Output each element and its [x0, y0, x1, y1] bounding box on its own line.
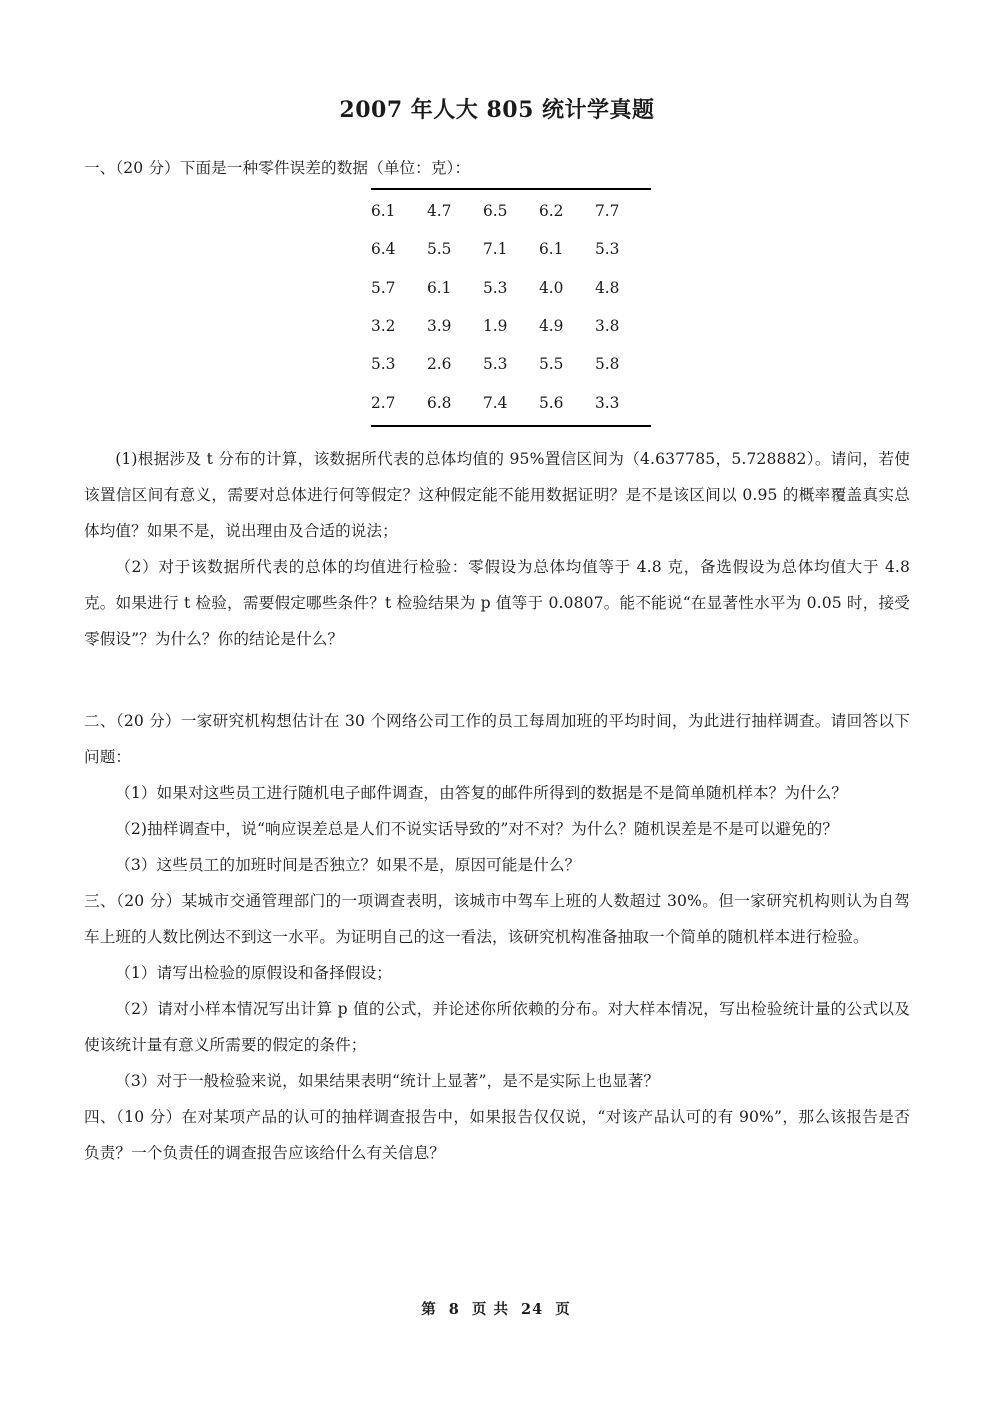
footer-middle: 页 共: [471, 1301, 509, 1318]
data-cell: 3.3: [595, 393, 620, 412]
section-one-question-2: （2）对于该数据所代表的总体的均值进行检验：零假设为总体均值等于 4.8 克，备选假设为总体均值大于 4.8 克。如果进行 t 检验，需要假定哪些条件？t 检验结果为 p 值等于 0.0807。能不能说“在显著性水平为 0.05 时，接受零假设”？为什么？你的结论是什么？: [84, 558, 910, 649]
footer-total-pages: 24: [521, 1301, 544, 1318]
data-cell: 4.0: [539, 278, 564, 297]
section-two-question-1: （1）如果对这些员工进行随机电子邮件调查，由答复的邮件所得到的数据是不是简单随机样本？为什么？: [115, 784, 848, 803]
data-cell: 5.5: [539, 355, 564, 374]
spacer: [84, 657, 910, 703]
data-cell: 5.6: [539, 393, 564, 412]
page-content: [84, 0, 910, 1171]
table-row: [371, 270, 651, 308]
footer-prefix: 第: [421, 1301, 437, 1318]
section-three-question-2: （2）请对小样本情况写出计算 p 值的公式，并论述你所依赖的分布。对大样本情况，写出检验统计量的公式以及使该统计量有意义所需要的假定的条件；: [84, 1000, 910, 1055]
data-cell: 2.7: [371, 393, 396, 412]
section-three-question-3: （3）对于一般检验来说，如果结果表明“统计上显著”，是不是实际上也显著？: [115, 1072, 660, 1091]
measurement-data-block: [84, 188, 910, 427]
data-cell: 6.1: [427, 278, 452, 297]
measurement-data-table: [371, 188, 651, 427]
data-cell: 6.1: [539, 240, 564, 259]
data-cell: 5.3: [371, 355, 396, 374]
page-title: 2007 年人大 805 统计学真题: [339, 97, 655, 123]
section-two-question-2: （2)抽样调查中，说“响应误差总是人们不说实话导致的”对不对？为什么？随机误差是不是可以避免的？: [115, 820, 839, 839]
data-cell: 5.7: [371, 278, 396, 297]
page-footer: [0, 1298, 992, 1319]
spacer: [84, 126, 910, 150]
footer-suffix: 页: [555, 1301, 571, 1318]
data-cell: 4.9: [539, 316, 564, 335]
data-cell: 4.8: [595, 278, 620, 297]
section-three-question-1: （1）请写出检验的原假设和备择假设；: [115, 964, 393, 983]
data-cell: 5.3: [595, 240, 620, 259]
spacer: [84, 427, 910, 441]
section-two-heading: 二、（20 分）一家研究机构想估计在 30 个网络公司工作的员工每周加班的平均时间，为此进行抽样调查。请回答以下问题：: [84, 712, 910, 767]
data-cell: 6.5: [483, 201, 508, 220]
data-cell: 5.5: [427, 240, 452, 259]
table-row: [371, 308, 651, 346]
data-cell: 7.1: [483, 240, 508, 259]
data-cell: 3.9: [427, 316, 452, 335]
table-row: [371, 231, 651, 269]
data-cell: 6.4: [371, 240, 396, 259]
data-cell: 4.7: [427, 201, 452, 220]
data-cell: 5.3: [483, 278, 508, 297]
table-row: [371, 346, 651, 384]
table-row: [371, 385, 651, 426]
footer-current-page: 8: [448, 1301, 460, 1318]
data-cell: 3.8: [595, 316, 620, 335]
section-two-question-3: （3）这些员工的加班时间是否独立？如果不是，原因可能是什么？: [115, 856, 581, 875]
data-cell: 3.2: [371, 316, 396, 335]
section-three-heading: 三、（20 分）某城市交通管理部门的一项调查表明，该城市中驾车上班的人数超过 30%。但一家研究机构则认为自驾车上班的人数比例达不到这一水平。为证明自己的这一看法，该研究机构准备抽取一个简单的随机样本进行检验。: [84, 892, 910, 947]
section-one-question-1: (1)根据涉及 t 分布的计算，该数据所代表的总体均值的 95%置信区间为（4.637785，5.728882）。请问，若使该置信区间有意义，需要对总体进行何等假定？这种假定能不能用数据证明？是不是该区间以 0.95 的概率覆盖真实总体均值？如果不是，说出理由及合适的说法；: [84, 450, 910, 541]
table-row: [371, 189, 651, 231]
data-cell: 7.4: [483, 393, 508, 412]
data-cell: 6.2: [539, 201, 564, 220]
data-cell: 6.8: [427, 393, 452, 412]
data-cell: 2.6: [427, 355, 452, 374]
data-table-body: [371, 189, 651, 426]
section-one-heading: 一、（20 分）下面是一种零件误差的数据（单位：克）：: [84, 158, 471, 177]
data-cell: 6.1: [371, 201, 396, 220]
data-cell: 1.9: [483, 316, 508, 335]
section-four-heading: 四、（10 分）在对某项产品的认可的抽样调查报告中，如果报告仅仅说，“对该产品认可的有 90%”，那么该报告是否负责？一个负责任的调查报告应该给什么有关信息？: [84, 1108, 910, 1163]
data-cell: 5.3: [483, 355, 508, 374]
data-cell: 7.7: [595, 201, 620, 220]
data-cell: 5.8: [595, 355, 620, 374]
